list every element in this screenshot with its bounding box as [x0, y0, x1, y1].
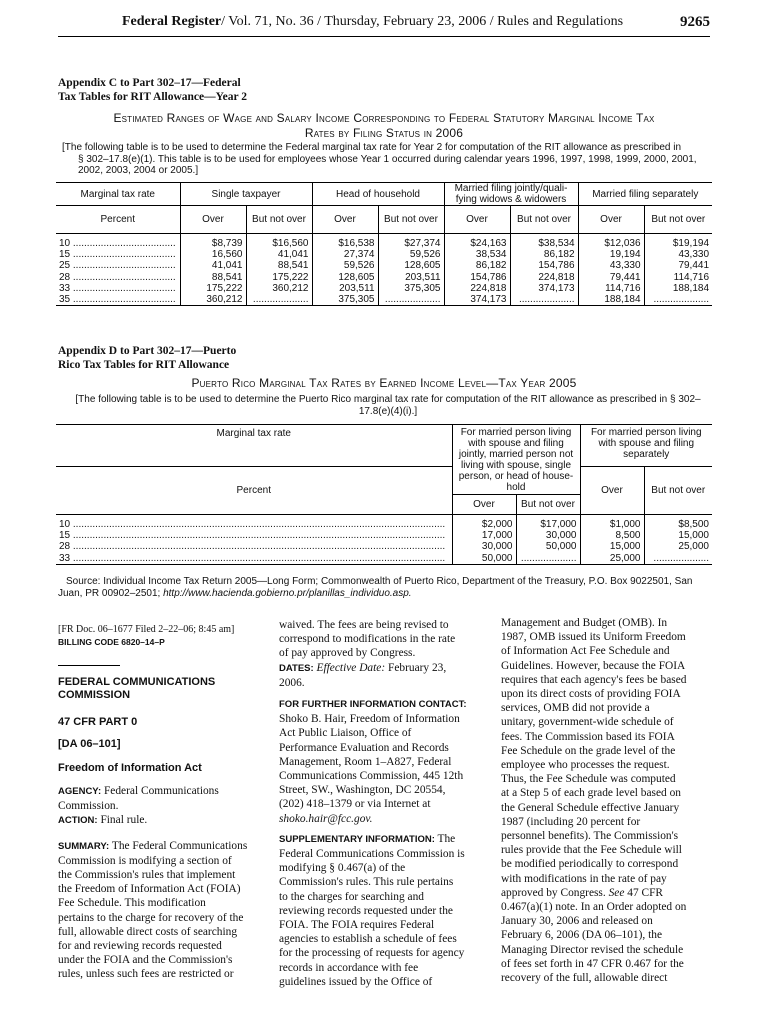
- value-cell: 17,000: [452, 530, 516, 541]
- col-marginal-tax-rate: Marginal tax rate: [56, 425, 452, 467]
- value-cell: 79,441: [644, 260, 712, 271]
- value-cell: $1,000: [580, 515, 644, 531]
- col-married-jointly: For married person living with spouse and filing jointly, married person not living with spouse, single person, or head of house- hold: [452, 425, 580, 495]
- appendix-d-note: [The following table is to be used to determine the Puerto Rico marginal tax rate for computation of the RIT allowance as prescribed in § 302– 17.8(e)(4)(i).]: [75, 394, 701, 417]
- rate-cell: 33 .....................................: [59, 282, 176, 294]
- value-cell: 43,330: [578, 260, 644, 271]
- action-field: ACTION: Final rule.: [58, 814, 148, 827]
- table-row: [56, 234, 712, 250]
- contact-email[interactable]: shoko.hair@fcc.gov.: [279, 812, 373, 825]
- table-row: [56, 515, 712, 531]
- billing-code: BILLING CODE 6820–14–P: [58, 637, 165, 647]
- col-married-jointly: Married filing jointly/quali- fying widows & widowers: [444, 183, 578, 206]
- value-cell: ....................: [378, 294, 444, 306]
- fr-doc-line: [FR Doc. 06–1677 Filed 2–22–06; 8:45 am]: [58, 624, 235, 635]
- appendix-c-note: [The following table is to be used to determine the Federal marginal tax rate for Year 2 for computation of the RIT allowance as prescribed in § 302–17.8(e)(1). This table is to be used for employees whose Year 1 occurred during calendar years 1996, 1997, 1998, 1999, 2000, 2001, 2002, 2003, 2004 or 2005.]: [62, 142, 697, 176]
- table-row: [56, 272, 712, 283]
- value-cell: 188,184: [644, 283, 712, 294]
- supplementary-info: SUPPLEMENTARY INFORMATION: The Federal Communications Commission is modifying § 0.467(a) of the Commission's rules. This rule pertains to the charges for searching and reviewing records requested under the FOIA. The FOIA requires Federal agencies to establish a schedule of fees for the processing of requests for agency records in accordance with fee guidelines issued by the Office of: [279, 832, 465, 988]
- value-cell: 224,818: [510, 272, 578, 283]
- value-cell: 79,441: [578, 272, 644, 283]
- value-cell: ....................: [644, 553, 712, 565]
- value-cell: 41,041: [246, 249, 312, 260]
- rate-cell: 10 ......................................................................................................................................: [59, 519, 446, 530]
- value-cell: 59,526: [312, 260, 378, 271]
- rate-cell: 25 .....................................: [59, 260, 176, 272]
- column-1: [58, 623, 270, 982]
- col-over: Over: [580, 467, 644, 515]
- rate-cell: 33 ......................................................................................................................................: [56, 553, 452, 565]
- col-over: Over: [180, 206, 246, 234]
- value-cell: 25,000: [644, 541, 712, 552]
- value-cell: 128,605: [312, 272, 378, 283]
- value-cell: 224,818: [444, 283, 510, 294]
- col-percent: Percent: [56, 206, 180, 234]
- table-row: [56, 530, 712, 541]
- rate-cell: 15 .....................................: [59, 249, 176, 261]
- value-cell: $38,534: [510, 234, 578, 250]
- appendix-c-table-title: Estimated Ranges of Wage and Salary Income Corresponding to Federal Statutory Marginal Income Tax Rates by Filing Status in 2006: [113, 111, 655, 140]
- summary: SUMMARY: The Federal Communications Commission is modifying a section of the Commission's rules that implement the Freedom of Information Act (FOIA) Fee Schedule. This modification pertains to the charge for recovery of the full, allowable direct costs of searching for and reviewing records requested under the FOIA and the Commission's rules, unless such fees are restricted or: [58, 839, 248, 981]
- value-cell: 114,716: [644, 272, 712, 283]
- value-cell: ....................: [644, 294, 712, 306]
- value-cell: ....................: [516, 553, 580, 565]
- agency-title: FEDERAL COMMUNICATIONS COMMISSION: [58, 676, 216, 701]
- value-cell: $17,000: [516, 515, 580, 531]
- table-row: [56, 249, 712, 260]
- value-cell: 128,605: [378, 260, 444, 271]
- col-over: Over: [578, 206, 644, 234]
- value-cell: 86,182: [444, 260, 510, 271]
- value-cell: 27,374: [312, 249, 378, 260]
- divider: [58, 665, 120, 666]
- value-cell: 88,541: [246, 260, 312, 271]
- dates-field: DATES: Effective Date: February 23,: [279, 661, 447, 674]
- col-but-not-over: But not over: [516, 495, 580, 515]
- agency-field: AGENCY: Federal Communications Commission.: [58, 785, 219, 813]
- value-cell: ....................: [510, 294, 578, 306]
- value-cell: 88,541: [180, 272, 246, 283]
- value-cell: $16,538: [312, 234, 378, 250]
- docket-number: [DA 06–101]: [58, 738, 121, 750]
- value-cell: 50,000: [452, 553, 516, 565]
- value-cell: 41,041: [180, 260, 246, 271]
- header-title: Federal Register/ Vol. 71, No. 36 / Thursday, February 23, 2006 / Rules and Regulations: [122, 14, 624, 29]
- col-marginal-tax-rate: Marginal tax rate: [56, 183, 180, 206]
- rate-cell: 28 .....................................: [59, 271, 176, 283]
- appendix-d-heading: Appendix D to Part 302–17—Puerto Rico Tax Tables for RIT Allowance: [58, 345, 237, 371]
- value-cell: 154,786: [510, 260, 578, 271]
- table-row: [56, 553, 712, 565]
- value-cell: 114,716: [578, 283, 644, 294]
- col-over: Over: [312, 206, 378, 234]
- rate-cell: 35 .....................................: [56, 294, 180, 306]
- value-cell: 203,511: [378, 272, 444, 283]
- source-note: Source: Individual Income Tax Return 2005—Long Form; Commonwealth of Puerto Rico, Department of the Treasury, P.O. Box 9022501, San Juan, PR 00902–2501; http://www.hacienda.gobierno.pr/planillas_individuo.asp.: [58, 576, 693, 599]
- col-but-not-over: But not over: [644, 467, 712, 515]
- col-percent: Percent: [56, 467, 452, 515]
- value-cell: 43,330: [644, 249, 712, 260]
- value-cell: $8,739: [180, 234, 246, 250]
- rule-subject: Freedom of Information Act: [58, 762, 202, 774]
- column-2: waived. The fees are being revised to correspond to modifications in the rate of pay approved by Congress. DATES: Effective Date: February 23, 2006. FOR FURTHER INFORMATION CONTACT: Shoko B. Hair, Freedom of Information Act Public Liaison, Office of Performance Evaluation and Records Management, Room 1–A827, Federal Communications Commission, 445 12th Street, SW., Washington, DC 20554, (202) 418–1379 or via Internet at shoko.hair@fcc.gov. SUPPLEMENTARY INFORMATION: The Federal Communications Commission is modifying § 0.467(a) of the Commission's rules. This rule pertains to the charges for searching and reviewing records requested under the FOIA. The FOIA requires Federal agencies to establish a schedule of fees for the processing of requests for agency records in accordance with fee guidelines issued by the Office of: [279, 618, 493, 989]
- value-cell: 175,222: [180, 283, 246, 294]
- value-cell: 30,000: [452, 541, 516, 552]
- contact-info: Shoko B. Hair, Freedom of Information Act Public Liaison, Office of Performance Evaluation and Records Management, Room 1–A827, Federal Communications Commission, 445 12th Street, SW., Washington, DC 20554, (202) 418–1379 or via Internet at shoko.hair@fcc.gov.: [279, 713, 464, 825]
- value-cell: 30,000: [516, 530, 580, 541]
- value-cell: 50,000: [516, 541, 580, 552]
- value-cell: 374,173: [444, 294, 510, 306]
- col-but-not-over: But not over: [510, 206, 578, 234]
- col-single-taxpayer: Single taxpayer: [180, 183, 312, 206]
- column-3: Management and Budget (OMB). In 1987, OMB issued its Uniform Freedom of Information Act Fee Schedule and Guidelines. However, because the FOIA requires that each agency's fees be based upon its direct costs of providing FOIA services, OMB did not provide a unitary, government-wide schedule of fees. The Commission based its FOIA Fee Schedule on the grade level of the employee who processes the request. Thus, the Fee Schedule was computed at a Step 5 of each grade level based on the General Schedule effective January 1987 (including 20 percent for personnel benefits). The Commission's rules provide that the Fee Schedule will be modified periodically to correspond with modifications in the rate of pay approved by Congress. See 47 CFR 0.467(a)(1) note. In an Order adopted on January 30, 2006 and released on February 6, 2006 (DA 06–101), the Managing Director revised the schedule of fees set forth in 47 CFR 0.467 for the recovery of the full, allowable direct: [501, 617, 687, 985]
- value-cell: $8,500: [644, 515, 712, 531]
- value-cell: 86,182: [510, 249, 578, 260]
- appendix-d-table-title: Puerto Rico Marginal Tax Rates by Earned Income Level—Tax Year 2005: [191, 376, 577, 390]
- value-cell: ....................: [246, 294, 312, 306]
- value-cell: 175,222: [246, 272, 312, 283]
- value-cell: $16,560: [246, 234, 312, 250]
- col-but-not-over: But not over: [644, 206, 712, 234]
- value-cell: 188,184: [578, 294, 644, 306]
- value-cell: $19,194: [644, 234, 712, 250]
- source-url: http://www.hacienda.gobierno.pr/planillas_individuo.asp.: [163, 587, 412, 599]
- value-cell: $27,374: [378, 234, 444, 250]
- value-cell: 38,534: [444, 249, 510, 260]
- value-cell: 360,212: [180, 294, 246, 306]
- table-row: [56, 294, 712, 306]
- rate-cell: 15 ......................................................................................................................................: [59, 530, 446, 542]
- col-married-separately: For married person living with spouse and filing separately: [580, 425, 712, 467]
- value-cell: $2,000: [452, 515, 516, 531]
- value-cell: 16,560: [180, 249, 246, 260]
- col-but-not-over: But not over: [378, 206, 444, 234]
- appendix-c-heading: Appendix C to Part 302–17—Federal Tax Tables for RIT Allowance—Year 2: [58, 77, 248, 103]
- puerto-rico-tax-table: [56, 424, 712, 565]
- running-header: [58, 14, 710, 37]
- value-cell: 8,500: [580, 530, 644, 541]
- value-cell: 375,305: [312, 294, 378, 306]
- col-over: Over: [444, 206, 510, 234]
- value-cell: 15,000: [644, 530, 712, 541]
- value-cell: 15,000: [580, 541, 644, 552]
- value-cell: 360,212: [246, 283, 312, 294]
- table-row: [56, 283, 712, 294]
- value-cell: $12,036: [578, 234, 644, 250]
- table-row: [56, 541, 712, 552]
- contact-label: FOR FURTHER INFORMATION CONTACT:: [279, 699, 467, 711]
- value-cell: 154,786: [444, 272, 510, 283]
- col-over: Over: [452, 495, 516, 515]
- value-cell: $24,163: [444, 234, 510, 250]
- value-cell: 203,511: [312, 283, 378, 294]
- value-cell: 19,194: [578, 249, 644, 260]
- value-cell: 374,173: [510, 283, 578, 294]
- rate-cell: 10 .....................................: [59, 238, 176, 249]
- col-head-of-household: Head of household: [312, 183, 444, 206]
- page-number: 9265: [680, 14, 710, 30]
- federal-tax-table: [56, 182, 712, 306]
- value-cell: 59,526: [378, 249, 444, 260]
- cfr-part: 47 CFR PART 0: [58, 716, 138, 728]
- table-row: [56, 260, 712, 271]
- col-married-separately: Married filing separately: [578, 183, 712, 206]
- col-but-not-over: But not over: [246, 206, 312, 234]
- rate-cell: 28 ......................................................................................................................................: [59, 541, 446, 553]
- value-cell: 375,305: [378, 283, 444, 294]
- value-cell: 25,000: [580, 553, 644, 565]
